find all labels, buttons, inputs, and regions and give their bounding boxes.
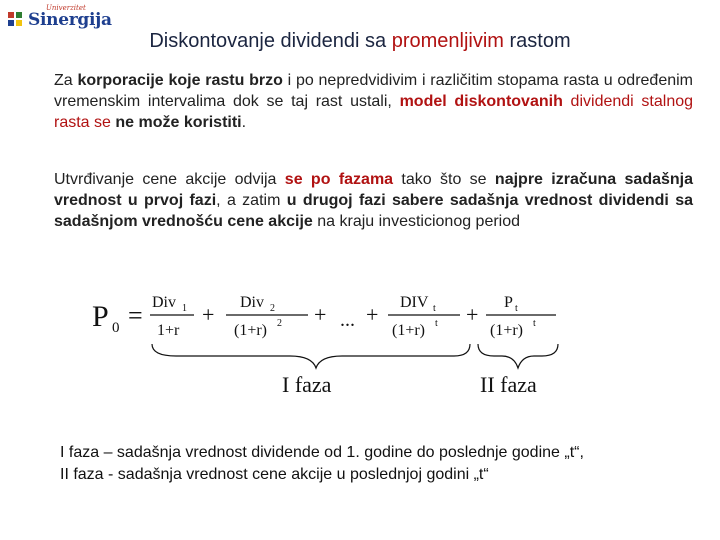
term4-exponent: t <box>533 318 536 329</box>
p2-text-2: tako što se <box>393 171 495 188</box>
slide-title <box>0 30 720 53</box>
title-part2: rastom <box>503 30 571 52</box>
formula-equals: = <box>128 301 143 330</box>
term4-numerator-sub: t <box>515 303 518 314</box>
p2-text-3: , a zatim <box>216 192 287 209</box>
plus-3: + <box>366 302 379 327</box>
logo-brand-text: Sinergija <box>28 10 112 30</box>
term3-numerator-sub: t <box>433 303 436 314</box>
paragraph-2 <box>54 169 693 232</box>
formula-lhs: P <box>92 300 109 333</box>
p1-text-3: . <box>241 114 247 131</box>
brace-phase-1-label: I faza <box>282 372 332 397</box>
term1-denominator: 1+r <box>157 322 180 339</box>
term1-numerator: Div <box>152 294 176 311</box>
logo-square-green <box>16 12 22 18</box>
p2-red-bold: se po fazama <box>284 171 394 188</box>
term3-numerator: DIV <box>400 294 429 311</box>
brace-phase-2-label: II faza <box>480 372 537 397</box>
p2-bold-2: u drugoj fazi sabere sadašnja vrednost dividendi sa sadašnjom vrednošću cene akcije <box>54 192 694 230</box>
term2-numerator: Div <box>240 294 264 311</box>
plus-2: + <box>314 302 327 327</box>
p2-text-4: na kraju investicionog period <box>312 213 521 230</box>
logo-square-red <box>8 12 14 18</box>
term2-numerator-sub: 2 <box>270 303 275 314</box>
logo-small-text: Univerzitet <box>46 4 86 12</box>
term2-denominator: (1+r) <box>234 322 268 339</box>
term2-exponent: 2 <box>277 318 282 329</box>
phase-1-explanation: I faza – sadašnja vrednost dividende od 1. godine do poslednje godine „t“, <box>60 444 584 461</box>
p1-bold-2: ne može koristiti <box>115 114 242 131</box>
p1-bold-1: korporacije koje rastu brzo <box>77 72 283 89</box>
p1-text-2: i po nepredvidivim i različitim stopama rasta u određenim vremenskim intervalima dok se taj rast ustali, <box>54 72 693 110</box>
term4-denominator: (1+r) <box>490 322 524 339</box>
formula-dots: ... <box>340 309 355 331</box>
plus-4: + <box>466 302 479 327</box>
title-part1: Diskontovanje dividendi sa <box>149 30 392 52</box>
valuation-formula <box>90 280 560 410</box>
p2-text-1: Utvrđivanje cene akcije odvija <box>54 171 285 188</box>
p2-bold-1: najpre izračuna sadašnja vrednost u prvoj fazi <box>54 171 694 209</box>
logo-square-blue <box>8 20 14 26</box>
phase-2-explanation: II faza - sadašnja vrednost cene akcije u poslednjoj godini „t“ <box>60 466 489 483</box>
brace-phase-2 <box>478 344 558 368</box>
logo-square-yellow <box>16 20 22 26</box>
title-accent: promenljivim <box>391 30 504 52</box>
p1-red-text: dividendi stalnog rasta se <box>54 93 694 131</box>
p1-red-bold: model diskontovanih <box>399 93 563 110</box>
term1-numerator-sub: 1 <box>182 303 187 314</box>
term4-numerator: P <box>504 294 513 311</box>
paragraph-1 <box>54 70 693 133</box>
formula-lhs-sub: 0 <box>112 320 120 336</box>
plus-1: + <box>202 302 215 327</box>
brace-phase-1 <box>152 344 470 368</box>
p1-text-1: Za <box>54 72 78 89</box>
term3-exponent: t <box>435 318 438 329</box>
term3-denominator: (1+r) <box>392 322 426 339</box>
